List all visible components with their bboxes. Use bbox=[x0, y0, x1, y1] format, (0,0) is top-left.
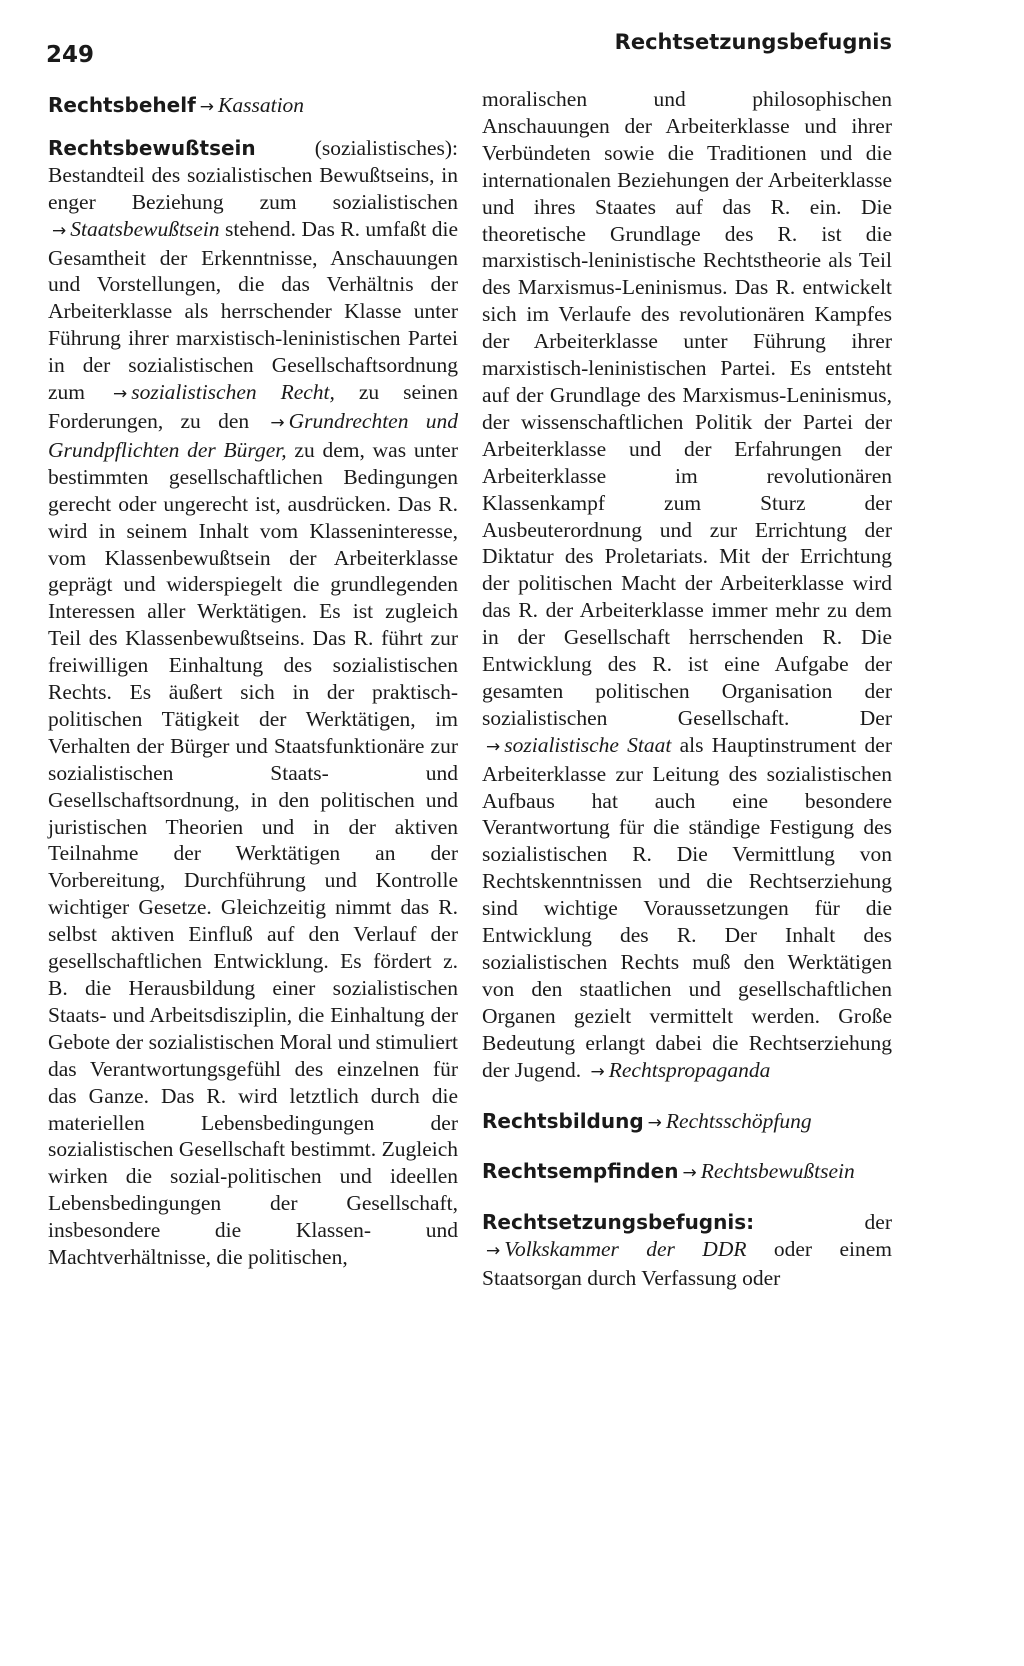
arrow-right-icon: → bbox=[112, 384, 128, 405]
arrow-right-icon: → bbox=[647, 1112, 662, 1133]
cross-reference: Staatsbewußtsein bbox=[70, 216, 220, 241]
column-left bbox=[48, 86, 458, 1293]
cross-reference: Rechtspropaganda bbox=[608, 1057, 771, 1082]
arrow-right-icon: → bbox=[270, 412, 285, 433]
entry-term: Rechtsempfinden bbox=[482, 1159, 679, 1184]
arrow-right-icon: → bbox=[486, 736, 501, 757]
entry-rechtsbehelf bbox=[48, 92, 458, 121]
entry-text: (sozialistisches): Bestandteil des sozialistischen Bewußtseins, in enger Beziehung zum sozialistischen bbox=[48, 135, 458, 214]
cross-reference: Kassation bbox=[218, 93, 305, 117]
entry-text: zu dem, was unter bestimmten gesellschaftlichen Bedingungen gerecht oder ungerecht ist, ausdrücken. Das R. wird in seinem Inhalt vom Klasseninteresse, vom Klassenbewußtsein der Arbeiterklasse geprägt und widerspiegelt die grundlegenden Interessen aller Werktätigen. Es ist zugleich Teil des Klassenbewußtseins. Das R. führt zur freiwilligen Einhaltung des sozialistischen Rechts. Es äußert sich in der praktisch-politischen Tätigkeit der Werktätigen, im Verhalten der Bürger und Staatsfunktionäre zur sozialistischen Staats- und Gesellschaftsordnung, in den politischen und juristischen Theorien und in der aktiven Teilnahme der Werktätigen an der Vorbereitung, Durchführung und Kontrolle wichtiger Gesetze. Gleichzeitig nimmt das R. selbst aktiven Einfluß auf den Verlauf der gesellschaftlichen Entwicklung. Es fördert z. B. die Herausbildung einer sozialistischen Staats- und Arbeitsdisziplin, die Einhaltung der Gebote der sozialistischen Moral und stimuliert das Verantwortungsgefühl des einzelnen für das Ganze. Das R. wird letztlich durch die materiellen Lebensbedingungen der sozialistischen Gesellschaft bestimmt. Zugleich wirken die sozial-politischen und ideellen Lebensbedingungen der Gesellschaft, insbesondere die Klassen- und Machtverhältnisse, die politischen, bbox=[48, 437, 459, 1270]
entry-term: Rechtsbewußtsein bbox=[48, 135, 256, 160]
arrow-right-icon: → bbox=[52, 220, 67, 241]
cross-reference: Rechtsbewußtsein bbox=[700, 1159, 855, 1184]
entry-rechtsbewusstsein-part-1 bbox=[48, 135, 458, 1271]
page-number: 249 bbox=[46, 42, 95, 68]
cross-reference: Rechtsschöpfung bbox=[665, 1108, 812, 1133]
cross-reference: sozialistische Staat bbox=[504, 732, 672, 757]
column-right bbox=[482, 86, 892, 1314]
entry-text: oder einem Staatsorgan durch Verfassung oder bbox=[482, 1237, 892, 1291]
entry-text: als Hauptinstrument der Arbeiterklasse zur Leitung des sozialistischen Aufbaus hat auch eine besondere Verantwortung für die ständige Festigung des sozialistischen R. Die Vermittlung von Rechtskenntnissen und die Rechtserziehung sind wichtige Voraussetzungen für die Entwicklung des R. Der Inhalt des sozialistischen Rechts muß den Werktätigen von den staatlichen und gesellschaftlichen Organen gezielt vermittelt werden. Große Bedeutung erlangt dabei die Rechtserziehung der Jugend. bbox=[482, 732, 892, 1082]
entry-text: zu seinen Forderungen, zu den bbox=[48, 380, 458, 433]
entry-text-continuation: moralischen und philosophischen Anschauungen der Arbeiterklasse und ihrer Verbündeten sowie die Traditionen und die internationalen Beziehungen der Arbeiterklasse und ihres Staates auf das R. ein. Die theoretische Grundlage des R. ist die marxistisch-leninistische Rechtstheorie als Teil des Marxismus-Leninismus. Das R. entwickelt sich im Verlaufe des revolutionären Kampfes der Arbeiterklasse unter Führung ihrer marxistisch-leninistischen Partei. Es entsteht auf der Grundlage des Marxismus-Leninismus, der wissenschaftlichen Politik der Partei der Arbeiterklasse und der Erfahrungen der Arbeiterklasse im revolutionären Klassenkampf zum Sturz der Ausbeuterordnung und zur Errichtung der Diktatur des Proletariats. Mit der Errichtung der politischen Macht der Arbeiterklasse wird das R. der Arbeiterklasse immer mehr zu dem in der Gesellschaft herrschenden R. Die Entwicklung des R. ist eine Aufgabe der gesamten politischen Organisation der sozialistischen Gesellschaft. Der bbox=[482, 87, 892, 730]
entry-text: der bbox=[754, 1210, 892, 1235]
cross-reference: Grundrechten und Grundpflichten der Bürger, bbox=[48, 408, 458, 462]
arrow-right-icon: → bbox=[590, 1061, 605, 1082]
arrow-right-icon: → bbox=[486, 1241, 501, 1262]
entry-rechtsbewusstsein-part-2 bbox=[482, 86, 892, 1086]
entry-term: Rechtsbehelf bbox=[48, 93, 196, 117]
running-head: Rechtsetzungsbefugnis bbox=[614, 30, 892, 54]
entry-rechtsbildung bbox=[482, 1108, 892, 1137]
arrow-right-icon: → bbox=[682, 1163, 697, 1184]
arrow-right-icon: → bbox=[199, 97, 215, 117]
entry-rechtsetzungsbefugnis bbox=[482, 1209, 892, 1292]
entry-rechtsempfinden bbox=[482, 1158, 892, 1187]
entry-term: Rechtsbildung bbox=[482, 1108, 644, 1133]
cross-reference: Volkskammer der DDR bbox=[504, 1237, 747, 1262]
cross-reference: sozialistischen Recht, bbox=[131, 380, 335, 405]
entry-text: stehend. Das R. umfaßt die Gesamtheit der Erkenntnisse, Anschauungen und Vorstellungen, die das Verhältnis der Arbeiterklasse als herrschender Klasse unter Führung ihrer marxistisch-leninistischen Partei in der sozialistischen Gesellschaftsordnung zum bbox=[48, 216, 458, 405]
entry-term: Rechtsetzungsbefugnis: bbox=[482, 1210, 755, 1235]
